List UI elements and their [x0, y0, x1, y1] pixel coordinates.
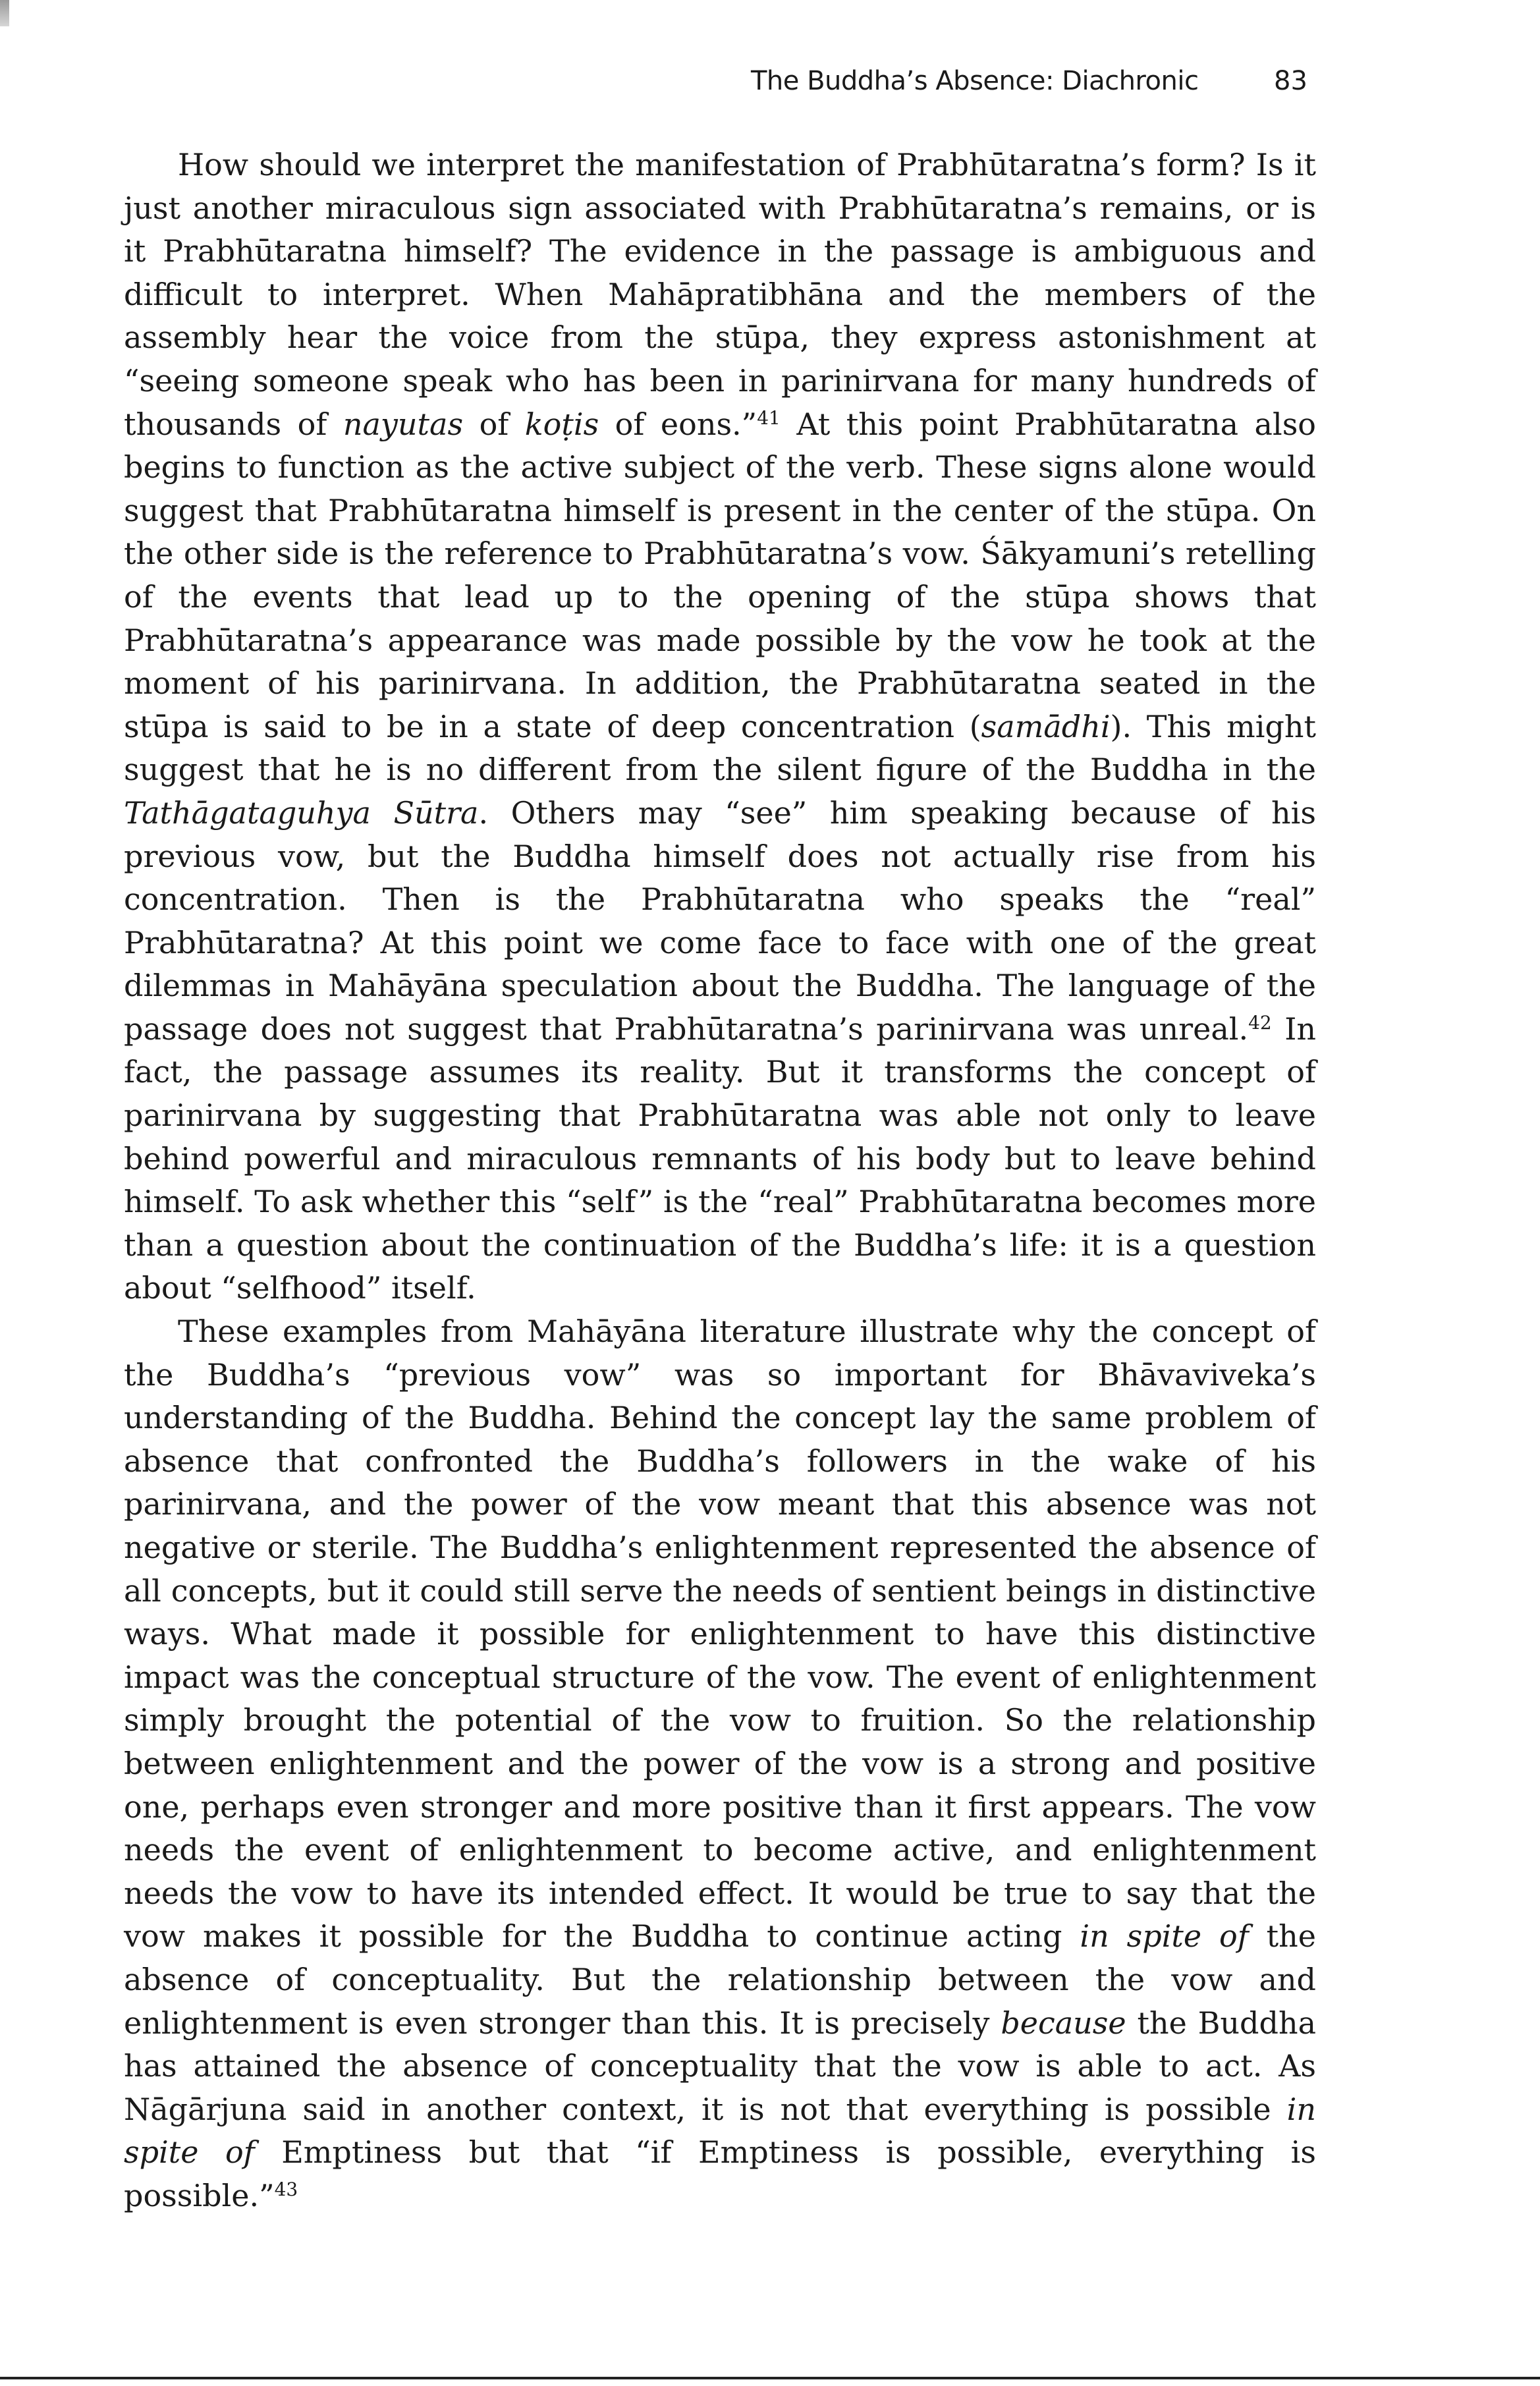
footnote-ref-42[interactable]: 42	[1248, 1011, 1272, 1034]
body-text	[124, 144, 1316, 2218]
running-head: The Buddha’s Absence: Diachronic	[751, 66, 1199, 96]
text-run: In fact, the passage assumes its reality. But it transforms the concept of parinirvana by suggesting that Prabhūtaratna was able not only to leave behind powerful and miraculous remnants of his body but to leave behind himself. To ask whether this “self” is the “real” Prabhūtaratna becomes more than a question about the continuation of the Buddha’s life: it is a question about “selfhood” itself.	[124, 1011, 1316, 1306]
text-run: Emptiness but that “if Emptiness is possible, everything is possible.”	[124, 2134, 1316, 2213]
text-run: . Others may “see” him speaking because of his previous vow, but the Buddha himself does not actually rise from his concentration. Then is the Prabhūtaratna who speaks the “real” Prabhūtaratna? At this point we come face to face with one of the great dilemmas in Mahāyāna speculation about the Buddha. The language of the passage does not suggest that Prabhūtaratna’s parinirvana was unreal.	[124, 794, 1316, 1047]
text-run: of eons.”	[599, 406, 757, 442]
text-run: ). This might suggest that he is no different from the silent figure of the Buddha in the	[124, 708, 1317, 788]
page-number: 83	[1274, 66, 1307, 96]
paragraph-2	[124, 1310, 1316, 2217]
text-run: the Buddha has attained the absence of conceptuality that the vow is able to act. As Nāgārjuna said in another context, it is not that everything is possible	[124, 2005, 1316, 2127]
italic-phrase-in-spite-of: in spite of	[1080, 1918, 1249, 1955]
text-run: of	[463, 406, 525, 442]
footnote-ref-41[interactable]: 41	[757, 406, 781, 429]
scan-bottom-edge	[0, 2377, 1540, 2379]
scan-edge-mark	[0, 0, 9, 26]
italic-term-samadhi: samādhi	[981, 708, 1111, 744]
italic-phrase-in-spite-of: in spite of	[124, 2091, 1316, 2171]
italic-term-kotis: koṭis	[524, 406, 599, 442]
footnote-ref-43[interactable]: 43	[274, 2178, 298, 2200]
text-run: These examples from Mahāyāna literature illustrate why the concept of the Buddha’s “previous vow” was so important for Bhāvaviveka’s understanding of the Buddha. Behind the concept lay the same problem of absence that confronted the Buddha’s followers in the wake of his parinirvana, and the power of the vow meant that this absence was not negative or sterile. The Buddha’s enlightenment represented the absence of all concepts, but it could still serve the needs of sentient beings in distinctive ways. What made it possible for enlightenment to have this distinctive impact was the conceptual structure of the vow. The event of enlightenment simply brought the potential of the vow to fruition. So the relationship between enlightenment and the power of the vow is a strong and positive one, perhaps even stronger and more positive than it first appears. The vow needs the event of enlightenment to become active, and enlightenment needs the vow to have its intended effect. It would be true to say that the vow makes it possible for the Buddha to continue acting	[124, 1314, 1316, 1955]
italic-term-nayutas: nayutas	[343, 406, 464, 442]
text-run: How should we interpret the manifestation of Prabhūtaratna’s form? Is it just another miraculous sign associated with Prabhūtaratna’s remains, or is it Prabhūtaratna himself? The evidence in the passage is ambiguous and difficult to interpret. When Mahāpratibhāna and the members of the assembly hear the voice from the stūpa, they express astonishment at “seeing someone speak who has been in parinirvana for many hundreds of thousands of	[124, 147, 1316, 442]
text-run: the absence of conceptuality. But the relationship between the vow and enlightenment is even stronger than this. It is precisely	[124, 1918, 1316, 2041]
text-run: At this point Prabhūtaratna also begins to function as the active subject of the verb. These signs alone would suggest that Prabhūtaratna himself is present in the center of the stūpa. On the other side is the reference to Prabhūtaratna’s vow. Śākyamuni’s retelling of the events that lead up to the opening of the stūpa shows that Prabhūtaratna’s appearance was made possible by the vow he took at the moment of his parinirvana. In addition, the Prabhūtaratna seated in the stūpa is said to be in a state of deep concentration (	[124, 406, 1316, 744]
italic-title-tathagataguhya-sutra: Tathāgataguhya Sūtra	[124, 794, 479, 831]
paragraph-1	[124, 144, 1316, 1310]
italic-word-because: because	[1001, 2005, 1126, 2041]
